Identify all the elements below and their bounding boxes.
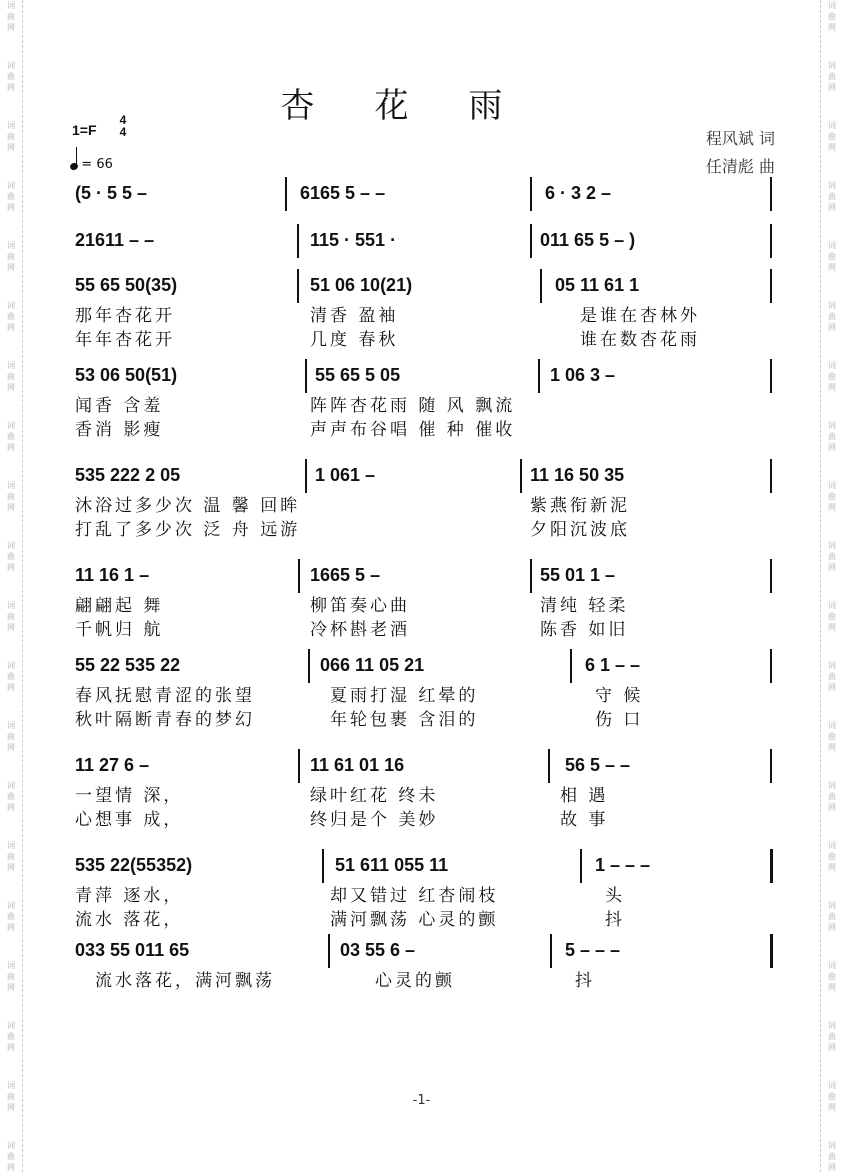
- watermark-text: 词 曲 网: [828, 841, 836, 872]
- measure: 21611 – –: [75, 230, 155, 250]
- lyric-segment: 青萍 逐水，: [75, 886, 184, 906]
- watermark-text: 词 曲 网: [7, 181, 15, 212]
- lyric-segment: 年轮包裹 含泪的: [330, 710, 479, 730]
- measure: 115 · 551 ·: [310, 230, 397, 250]
- measure: 11 16 50 35: [530, 465, 625, 485]
- lyric-segment: 伤 口: [595, 710, 644, 730]
- lyric-line: [60, 705, 790, 730]
- measure: 1 – – –: [595, 855, 651, 875]
- bar-line: [530, 559, 532, 593]
- measure: 011 65 5 – ): [540, 230, 636, 250]
- quarter-note-icon: [69, 162, 79, 171]
- tempo-value: = 66: [81, 157, 113, 172]
- lyric-segment: 相 遇: [560, 786, 609, 806]
- score-row: [60, 755, 790, 783]
- watermark-text: 词 曲 网: [828, 61, 836, 92]
- watermark-text: 词 曲 网: [7, 661, 15, 692]
- lyric-segment: 年年杏花开: [75, 330, 175, 350]
- measure: 53 06 50(51): [75, 365, 178, 385]
- lyric-segment: 满河飘荡 心灵的颤: [330, 910, 499, 930]
- score-row: [60, 565, 790, 593]
- lyric-segment: 守 候: [595, 686, 644, 706]
- measure: 6 · 3 2 –: [545, 183, 612, 203]
- watermark-text: 词 曲 网: [7, 901, 15, 932]
- watermark-text: 词 曲 网: [7, 1, 15, 32]
- watermark-text: 词 曲 网: [828, 901, 836, 932]
- lyric-line: [60, 301, 790, 326]
- measure: 1665 5 –: [310, 565, 381, 585]
- lyric-segment: 谁在数杏花雨: [580, 330, 700, 350]
- lyric-segment: 抖: [605, 910, 625, 930]
- watermark-text: 词 曲 网: [7, 421, 15, 452]
- lyric-segment: 紫燕衔新泥: [530, 496, 630, 516]
- time-signature-top: 4: [119, 113, 127, 127]
- watermark-text: 词 曲 网: [7, 121, 15, 152]
- lyric-segment: 终归是个 美妙: [310, 810, 439, 830]
- note-stem: [76, 147, 77, 165]
- bar-line: [322, 849, 324, 883]
- lyric-segment: 夕阳沉波底: [530, 520, 630, 540]
- lyric-segment: 春风抚慰青涩的张望: [75, 686, 255, 706]
- measure: 11 27 6 –: [75, 755, 150, 775]
- score-row: [60, 275, 790, 303]
- bar-line: [570, 649, 572, 683]
- score-row: [60, 855, 790, 883]
- watermark-text: 词 曲 网: [828, 121, 836, 152]
- bar-line: [297, 269, 299, 303]
- measure: 51 611 055 11: [335, 855, 449, 875]
- lyric-segment: 阵阵杏花雨 随 风 飘流: [310, 396, 516, 416]
- lyric-segment: 一望情 深，: [75, 786, 184, 806]
- lyric-segment: 心想事 成，: [75, 810, 184, 830]
- bar-line: [770, 849, 773, 883]
- watermark-text: 词 曲 网: [7, 1081, 15, 1112]
- score-row: [60, 183, 790, 211]
- watermark-text: 词 曲 网: [828, 1141, 836, 1172]
- bar-line: [530, 177, 532, 211]
- time-signature: [116, 114, 130, 138]
- bar-line: [770, 269, 772, 303]
- measure: 55 65 50(35): [75, 275, 178, 295]
- bar-line: [770, 224, 772, 258]
- lyric-segment: 柳笛奏心曲: [310, 596, 410, 616]
- lyric-line: [60, 491, 790, 516]
- score-row: [60, 940, 790, 968]
- lyric-segment: 是谁在杏林外: [580, 306, 700, 326]
- measure: 6165 5 – –: [300, 183, 386, 203]
- measure: 05 11 61 1: [555, 275, 640, 295]
- song-title: 杏花雨: [280, 86, 563, 126]
- lyric-segment: 流水 落花，: [75, 910, 184, 930]
- lyric-line: [60, 781, 790, 806]
- watermark-text: 词 曲 网: [7, 481, 15, 512]
- page-number: -1-: [412, 1093, 431, 1108]
- watermark-text: 词 曲 网: [7, 841, 15, 872]
- lyric-segment: 清香 盈袖: [310, 306, 399, 326]
- measure: 11 61 01 16: [310, 755, 405, 775]
- watermark-text: 词 曲 网: [7, 961, 15, 992]
- lyric-line: [60, 615, 790, 640]
- measure: 6 1 – –: [585, 655, 641, 675]
- watermark-text: 词 曲 网: [828, 961, 836, 992]
- bar-line: [538, 359, 540, 393]
- bar-line: [770, 649, 772, 683]
- lyric-segment: 打乱了多少次 泛 舟 远游: [75, 520, 301, 540]
- bar-line: [770, 177, 772, 211]
- lyric-segment: 千帆归 航: [75, 620, 164, 640]
- bar-line: [770, 749, 772, 783]
- lyric-segment: 翩翩起 舞: [75, 596, 164, 616]
- bar-line: [770, 359, 772, 393]
- bar-line: [285, 177, 287, 211]
- lyric-line: [60, 966, 790, 991]
- lyric-segment: 冷杯斟老酒: [310, 620, 410, 640]
- lyric-segment: 清纯 轻柔: [540, 596, 629, 616]
- lyric-segment: 头: [605, 886, 625, 906]
- watermark-text: 词 曲 网: [7, 721, 15, 752]
- watermark-text: 词 曲 网: [7, 241, 15, 272]
- lyric-line: [60, 591, 790, 616]
- watermark-text: 词 曲 网: [828, 1021, 836, 1052]
- measure: 033 55 011 65: [75, 940, 190, 960]
- measure: 1 061 –: [315, 465, 376, 485]
- measure: 5 – – –: [565, 940, 621, 960]
- bar-line: [520, 459, 522, 493]
- measure: 1 06 3 –: [550, 365, 616, 385]
- measure: 11 16 1 –: [75, 565, 150, 585]
- watermark-text: 词 曲 网: [828, 1, 836, 32]
- measure: 55 65 5 05: [315, 365, 401, 385]
- measure: 56 5 – –: [565, 755, 631, 775]
- key-signature: 1=F: [72, 122, 97, 138]
- bar-line: [298, 749, 300, 783]
- watermark-text: 词 曲 网: [828, 301, 836, 332]
- lyric-segment: 抖: [575, 971, 595, 991]
- watermark-text: 词 曲 网: [828, 361, 836, 392]
- watermark-text: 词 曲 网: [7, 541, 15, 572]
- lyric-line: [60, 905, 790, 930]
- score-row: [60, 465, 790, 493]
- lyric-segment: 秋叶隔断青春的梦幻: [75, 710, 255, 730]
- measure: 066 11 05 21: [320, 655, 425, 675]
- lyric-line: [60, 391, 790, 416]
- measure: 55 01 1 –: [540, 565, 616, 585]
- lyric-segment: 那年杏花开: [75, 306, 175, 326]
- lyric-segment: 心灵的颤: [375, 971, 455, 991]
- watermark-text: 词 曲 网: [828, 601, 836, 632]
- lyric-segment: 沐浴过多少次 温 馨 回眸: [75, 496, 301, 516]
- bar-line: [530, 224, 532, 258]
- score-row: [60, 365, 790, 393]
- bar-line: [548, 749, 550, 783]
- bar-line: [298, 559, 300, 593]
- watermark-text: 词 曲 网: [7, 301, 15, 332]
- watermark-text: 词 曲 网: [828, 541, 836, 572]
- bar-line: [540, 269, 542, 303]
- measure: 03 55 6 –: [340, 940, 416, 960]
- watermark-text: 词 曲 网: [828, 781, 836, 812]
- watermark-text: 词 曲 网: [828, 241, 836, 272]
- watermark-text: 词 曲 网: [7, 61, 15, 92]
- watermark-text: 词 曲 网: [7, 1141, 15, 1172]
- watermark-text: 词 曲 网: [828, 661, 836, 692]
- bar-line: [305, 359, 307, 393]
- time-signature-bottom: 4: [119, 125, 127, 139]
- right-margin-strip: [820, 0, 843, 1172]
- measure: (5 · 5 5 –: [75, 183, 148, 203]
- bar-line: [770, 934, 773, 968]
- measure: 55 22 535 22: [75, 655, 181, 675]
- lyric-line: [60, 325, 790, 350]
- watermark-text: 词 曲 网: [828, 1081, 836, 1112]
- watermark-text: 词 曲 网: [7, 1021, 15, 1052]
- score-row: [60, 230, 790, 258]
- bar-line: [297, 224, 299, 258]
- lyric-segment: 闻香 含羞: [75, 396, 164, 416]
- watermark-text: 词 曲 网: [7, 781, 15, 812]
- measure: 535 22(55352): [75, 855, 193, 875]
- tempo-marking: [70, 150, 113, 172]
- lyric-segment: 陈香 如旧: [540, 620, 629, 640]
- lyric-segment: 几度 春秋: [310, 330, 399, 350]
- bar-line: [580, 849, 582, 883]
- score-row: [60, 655, 790, 683]
- composer-credit: 任清彪 曲: [705, 157, 775, 176]
- watermark-text: 词 曲 网: [828, 721, 836, 752]
- bar-line: [770, 459, 772, 493]
- lyric-segment: 声声布谷唱 催 种 催收: [310, 420, 516, 440]
- lyric-line: [60, 805, 790, 830]
- measure: 535 222 2 05: [75, 465, 181, 485]
- lyric-segment: 却又错过 红杏闹枝: [330, 886, 499, 906]
- watermark-text: 词 曲 网: [7, 601, 15, 632]
- watermark-text: 词 曲 网: [828, 481, 836, 512]
- lyricist-credit: 程风斌 词: [705, 129, 775, 148]
- lyric-segment: 流水落花，满河飘荡: [95, 971, 275, 991]
- bar-line: [328, 934, 330, 968]
- lyric-line: [60, 881, 790, 906]
- lyric-segment: 故 事: [560, 810, 609, 830]
- lyric-line: [60, 515, 790, 540]
- lyric-segment: 绿叶红花 终未: [310, 786, 439, 806]
- lyric-segment: 夏雨打湿 红晕的: [330, 686, 479, 706]
- watermark-text: 词 曲 网: [7, 361, 15, 392]
- bar-line: [770, 559, 772, 593]
- lyric-line: [60, 415, 790, 440]
- bar-line: [550, 934, 552, 968]
- measure: 51 06 10(21): [310, 275, 413, 295]
- bar-line: [308, 649, 310, 683]
- left-margin-strip: [0, 0, 23, 1172]
- bar-line: [305, 459, 307, 493]
- lyric-line: [60, 681, 790, 706]
- lyric-segment: 香消 影瘦: [75, 420, 164, 440]
- watermark-text: 词 曲 网: [828, 181, 836, 212]
- watermark-text: 词 曲 网: [828, 421, 836, 452]
